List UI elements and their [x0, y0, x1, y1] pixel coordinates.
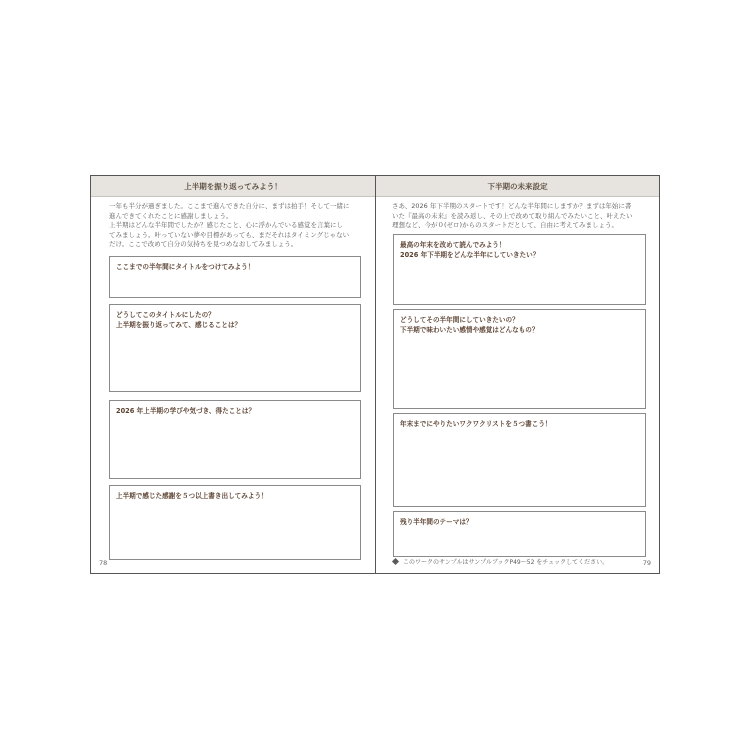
worksheet-box-learnings[interactable] — [109, 400, 361, 479]
diamond-icon — [392, 558, 399, 565]
prompt-line: 上半期を振り返ってみて、感じることは？ — [116, 321, 242, 329]
prompt-line: 下半期で味わいたい感情や感覚はどんなもの？ — [400, 326, 539, 334]
prompt-line: ここまでの半年間にタイトルをつけてみよう！ — [116, 263, 255, 271]
prompt-line: 年末までにやりたいワクワクリストを５つ書こう！ — [400, 420, 552, 428]
box-prompt — [400, 517, 639, 527]
box-prompt — [400, 419, 639, 429]
box-prompt — [400, 240, 639, 260]
prompt-line: 2026 年上半期の学びや気づき、得たことは？ — [116, 407, 256, 415]
page-number: 79 — [642, 559, 651, 567]
box-prompt — [116, 491, 354, 501]
worksheet-box-wish-list[interactable] — [393, 413, 646, 507]
right-page-header: 下半期の未来設定 — [376, 176, 659, 197]
worksheet-box-future[interactable] — [393, 234, 646, 305]
prompt-line: どうしてその半年間にしていきたいの？ — [400, 316, 519, 324]
sample-note — [393, 557, 608, 566]
prompt-line: どうしてこのタイトルにしたの？ — [116, 311, 215, 319]
left-page-intro — [109, 202, 361, 250]
worksheet-box-title[interactable] — [109, 256, 361, 298]
box-prompt — [116, 310, 354, 330]
intro-line: さあ、2026 年下半期のスタートです！どんな半年間にしますか？まずは年始に書 — [392, 202, 632, 210]
worksheet-box-reason[interactable] — [109, 304, 361, 392]
worksheet-box-gratitude[interactable] — [109, 485, 361, 560]
prompt-line: 残り半年間のテーマは？ — [400, 518, 473, 526]
left-page — [91, 176, 376, 573]
intro-line: いた『最高の未来』を読み返し、その上で改めて取り組んでみたいこと、叶えたい — [392, 211, 633, 220]
intro-line: 理想など、今が０(ゼロ)からのスタートだとして、自由に考えてみましょう。 — [392, 221, 618, 230]
intro-line: 一年も半分が過ぎました。ここまで進んできた自分に、まずは拍手！そして一緒に — [109, 202, 350, 210]
box-prompt — [116, 262, 354, 272]
right-page-intro — [392, 202, 650, 231]
left-page-header: 上半期を振り返ってみよう！ — [91, 176, 375, 197]
right-page — [376, 176, 659, 573]
page-number: 78 — [99, 559, 108, 567]
intro-line: 進んできてくれたことに感謝しましょう。 — [109, 211, 233, 220]
box-prompt — [116, 406, 354, 416]
worksheet-box-theme[interactable] — [393, 511, 646, 557]
intro-line: てみましょう。叶っていない夢や目標があっても、まだそれはタイミングじゃない — [109, 230, 350, 239]
intro-line: だけ。ここで改めて自分の気持ちを見つめなおしてみましょう。 — [109, 240, 298, 249]
prompt-line: 2026 年下半期をどんな半年にしていきたい？ — [400, 251, 540, 259]
prompt-line: 最高の年末を改めて読んでみよう！ — [400, 241, 506, 249]
worksheet-box-emotions[interactable] — [393, 309, 646, 409]
intro-line: 上半期はどんな半年間でしたか？感じたこと、心に浮かんでいる感覚を言葉にし — [109, 221, 343, 230]
prompt-line: 上半期で感じた感謝を５つ以上書き出してみよう！ — [116, 492, 268, 500]
book-spread — [90, 175, 660, 574]
box-prompt — [400, 315, 639, 335]
sample-note-text: このワークのサンプルはサンプルブックP49〜52 をチェックしてください。 — [403, 559, 609, 566]
